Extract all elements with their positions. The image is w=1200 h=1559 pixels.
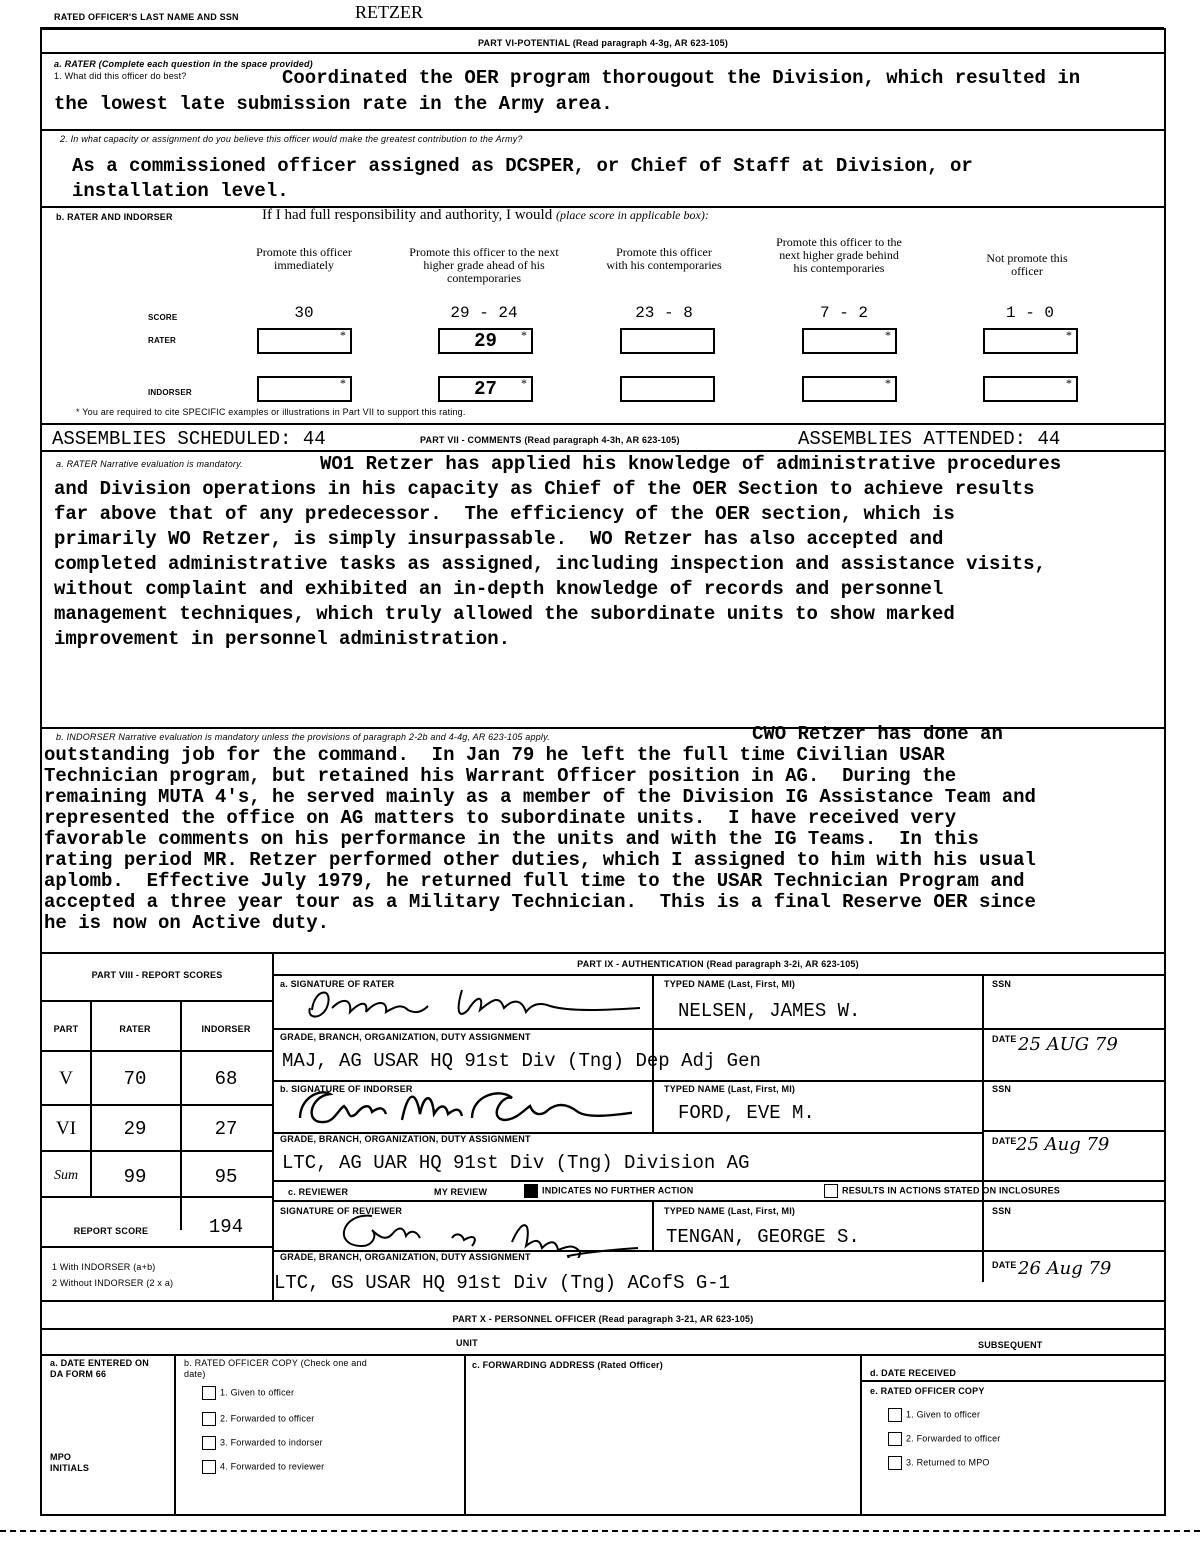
rater-box-5[interactable]: *	[983, 328, 1078, 354]
col-heading-4: Promote this officer to the next higher grade behind his contemporaries	[776, 235, 902, 275]
part6-footnote: * You are required to cite SPECIFIC examples or illustrations in Part VII to support this rating.	[76, 407, 466, 417]
e-option-label: 2. Forwarded to officer	[906, 1433, 1001, 1444]
reviewer-date-label: DATE	[992, 1260, 1017, 1270]
indorser-narrative-line: rating period MR. Retzer performed other duties, which I assigned to him with his usual	[44, 849, 1036, 871]
results-label: RESULTS IN ACTIONS STATED ON INCLOSURES	[842, 1185, 1060, 1196]
indorser-narrative-line: Technician program, but retained his Warrant Officer position in AG. During the	[44, 765, 957, 787]
indorser-narrative-line: CWO Retzer has done an	[752, 723, 1003, 745]
rater-narrative-line: far above that of any predecessor. The efficiency of the OER section, which is	[54, 503, 955, 525]
q2-label: 2. In what capacity or assignment do you believe this officer would make the greatest contribution to the Army?	[60, 134, 523, 144]
part6-b-label: b. RATER AND INDORSER	[56, 212, 173, 222]
report-score-value: 194	[208, 1216, 244, 1238]
indorser-signature-label: b. SIGNATURE OF INDORSER	[280, 1084, 413, 1094]
score-range-1: 30	[294, 304, 314, 322]
rater-narrative-line: management techniques, which truly allowed the subordinate units to show marked	[54, 603, 955, 625]
indorser-box-3[interactable]	[620, 376, 715, 402]
rater-box-3[interactable]	[620, 328, 715, 354]
indorser-date-value: 25 Aug 79	[1016, 1134, 1110, 1155]
b-option-label: 4. Forwarded to reviewer	[220, 1461, 325, 1472]
rater-narrative-line: completed administrative tasks as assigned, including inspection and assistance visits,	[54, 553, 1046, 575]
b-option-label: 2. Forwarded to officer	[220, 1413, 315, 1424]
part8-header-indorser: INDORSER	[201, 1024, 251, 1034]
score-range-4: 7 - 2	[819, 304, 868, 322]
e-option-label: 1. Given to officer	[906, 1409, 981, 1420]
e-option-2[interactable]	[888, 1432, 1000, 1446]
reviewer-signature-label: SIGNATURE OF REVIEWER	[280, 1206, 403, 1216]
score-row-rater: 29	[123, 1118, 147, 1140]
indorser-narrative-line: favorable comments on his performance in the units and with the IG Teams. In this	[44, 828, 979, 850]
part7-title: PART VII - COMMENTS (Read paragraph 4-3h, AR 623-105)	[420, 435, 680, 445]
reviewer-typed-name: TENGAN, GEORGE S.	[666, 1226, 860, 1248]
unit-label: UNIT	[456, 1338, 478, 1348]
part7-a-label: a. RATER Narrative evaluation is mandatory.	[56, 459, 243, 469]
part10-a-label: a. DATE ENTERED ON DA FORM 66	[50, 1358, 149, 1379]
indorser-ssn-label: SSN	[992, 1084, 1012, 1094]
col-heading-2: Promote this officer to the next higher grade ahead of his contemporaries	[409, 245, 559, 285]
no-further-action-check[interactable]	[524, 1184, 693, 1198]
e-option-1[interactable]	[888, 1408, 980, 1422]
indorser-box-2-value: 27	[474, 378, 497, 400]
subsequent-label: SUBSEQUENT	[978, 1340, 1043, 1350]
q1-answer-2: the lowest late submission rate in the Army area.	[54, 93, 613, 115]
report-note-1: 1 With INDORSER (a+b)	[52, 1262, 156, 1272]
col-heading-1: Promote this officer immediately	[256, 245, 352, 272]
part9-title: PART IX - AUTHENTICATION (Read paragraph 3-2i, AR 623-105)	[577, 959, 859, 969]
part6-a-label: a. RATER (Complete each question in the space provided)	[54, 59, 313, 69]
rater-grade-label: GRADE, BRANCH, ORGANIZATION, DUTY ASSIGNMENT	[280, 1032, 531, 1042]
score-row-indorser: 27	[214, 1118, 238, 1140]
checkbox-icon[interactable]	[888, 1456, 902, 1470]
score-range-2: 29 - 24	[450, 304, 518, 322]
part7-b-label: b. INDORSER Narrative evaluation is mandatory unless the provisions of paragraph 2-2b and 4-4g, AR 623-105 apply.	[56, 732, 550, 742]
score-row-part: VI	[55, 1118, 77, 1139]
indorser-date-label: DATE	[992, 1136, 1017, 1146]
rater-narrative-line: WO1 Retzer has applied his knowledge of administrative procedures	[320, 453, 1062, 475]
b-note: (place score in applicable box):	[555, 208, 709, 222]
report-score-label: REPORT SCORE	[73, 1226, 149, 1236]
my-review-label: MY REVIEW	[434, 1187, 488, 1197]
part8-header-rater: RATER	[119, 1024, 151, 1034]
checkbox-icon[interactable]	[824, 1184, 838, 1198]
part10-b-label: b. RATED OFFICER COPY (Check one and date)	[184, 1358, 367, 1379]
score-range-5: 1 - 0	[1005, 304, 1054, 322]
indorser-narrative-line: he is now on Active duty.	[44, 912, 330, 934]
score-row-rater: 99	[123, 1166, 147, 1188]
reviewer-label: c. REVIEWER	[288, 1187, 349, 1197]
no-further-action-label: INDICATES NO FURTHER ACTION	[542, 1185, 694, 1196]
indorser-box-1[interactable]: *	[257, 376, 352, 402]
results-check[interactable]	[824, 1184, 1060, 1198]
reviewer-typed-name-label: TYPED NAME (Last, First, MI)	[664, 1206, 796, 1216]
rater-date-value: 25 AUG 79	[1018, 1034, 1118, 1055]
score-row-rater: 70	[123, 1068, 147, 1090]
indorser-narrative-line: accepted a three year tour as a Military Technician. This is a final Reserve OER since	[44, 891, 1036, 913]
scan-edge-line	[0, 1530, 1200, 1532]
indorser-narrative-line: outstanding job for the command. In Jan 79 he left the full time Civilian USAR	[44, 744, 945, 766]
assemblies-scheduled: ASSEMBLIES SCHEDULED: 44	[52, 428, 326, 450]
score-row-part: V	[59, 1068, 73, 1089]
part6-b-text	[262, 207, 709, 224]
rater-box-1[interactable]: *	[257, 328, 352, 354]
b-text: If I had full responsibility and authority, I would	[262, 207, 553, 223]
rater-date-label: DATE	[992, 1034, 1017, 1044]
q1-answer-1: Coordinated the OER program thorougout the Division, which resulted in	[282, 67, 1081, 89]
rater-narrative	[54, 452, 1162, 652]
part10-e-label: e. RATED OFFICER COPY	[870, 1386, 985, 1396]
b-option-2[interactable]	[202, 1412, 314, 1426]
rater-typed-name: NELSEN, JAMES W.	[678, 1000, 861, 1022]
indorser-signature	[292, 1084, 632, 1132]
rater-signature	[292, 980, 652, 1026]
indorser-grade-value: LTC, AG UAR HQ 91st Div (Tng) Division AG	[282, 1152, 750, 1174]
b-option-1[interactable]	[202, 1386, 294, 1400]
part10-c-label: c. FORWARDING ADDRESS (Rated Officer)	[472, 1360, 663, 1370]
checkbox-icon[interactable]	[888, 1432, 902, 1446]
rater-box-2[interactable]: 29 *	[438, 328, 533, 354]
indorser-typed-name-label: TYPED NAME (Last, First, MI)	[664, 1084, 796, 1094]
checkbox-icon[interactable]	[202, 1460, 216, 1474]
rater-typed-name-label: TYPED NAME (Last, First, MI)	[664, 979, 796, 989]
rater-row-label: RATER	[148, 336, 176, 345]
b-option-3[interactable]	[202, 1436, 323, 1450]
reviewer-ssn-label: SSN	[992, 1206, 1012, 1216]
b-option-4[interactable]	[202, 1460, 324, 1474]
rater-ssn-label: SSN	[992, 979, 1012, 989]
checkbox-icon[interactable]	[202, 1436, 216, 1450]
oer-form	[40, 28, 1166, 1516]
indorser-narrative	[44, 724, 1162, 934]
indorser-box-5[interactable]: *	[983, 376, 1078, 402]
checkbox-icon[interactable]	[202, 1412, 216, 1426]
indorser-narrative-line: aplomb. Effective July 1979, he returned full time to the USAR Technician Program and	[44, 870, 1025, 892]
indorser-narrative-line: remaining MUTA 4's, he served mainly as a member of the Division IG Assistance Team and	[44, 786, 1036, 808]
rater-narrative-line: and Division operations in his capacity as Chief of the OER Section to achieve results	[54, 478, 1035, 500]
q2-answer-2: installation level.	[72, 180, 289, 202]
indorser-box-4[interactable]: *	[802, 376, 897, 402]
b-option-label: 3. Forwarded to indorser	[220, 1437, 323, 1448]
q1-label: 1. What did this officer do best?	[54, 71, 187, 81]
reviewer-grade-value: LTC, GS USAR HQ 91st Div (Tng) ACofS G-1	[274, 1272, 731, 1294]
b-option-label: 1. Given to officer	[220, 1387, 295, 1398]
indorser-typed-name: FORD, EVE M.	[678, 1102, 815, 1124]
rater-narrative-line: primarily WO Retzer, is simply insurpassable. WO Retzer has also accepted and	[54, 528, 944, 550]
score-range-3: 23 - 8	[635, 304, 693, 322]
part10-title: PART X - PERSONNEL OFFICER (Read paragraph 3-21, AR 623-105)	[452, 1314, 754, 1324]
indorser-box-2[interactable]: 27 *	[438, 376, 533, 402]
checkbox-icon[interactable]	[202, 1386, 216, 1400]
checkbox-icon[interactable]	[888, 1408, 902, 1422]
e-option-3[interactable]	[888, 1456, 990, 1470]
rated-officer-label: RATED OFFICER'S LAST NAME AND SSN	[54, 12, 239, 22]
rated-officer-name: RETZER	[355, 2, 423, 22]
rater-grade-value: MAJ, AG USAR HQ 91st Div (Tng) Dep Adj Gen	[282, 1050, 761, 1072]
score-row-part: Sum	[53, 1168, 79, 1183]
mpo-initials-label: MPO INITIALS	[50, 1452, 90, 1473]
part8-title: PART VIII - REPORT SCORES	[91, 970, 223, 980]
rater-box-4[interactable]: *	[802, 328, 897, 354]
col-heading-5: Not promote this officer	[986, 251, 1068, 278]
reviewer-grade-label: GRADE, BRANCH, ORGANIZATION, DUTY ASSIGNMENT	[280, 1252, 531, 1262]
col-heading-3: Promote this officer with his contemporaries	[606, 245, 722, 272]
report-note-2: 2 Without INDORSER (2 x a)	[52, 1278, 174, 1288]
score-row-indorser: 95	[214, 1166, 238, 1188]
indorser-grade-label: GRADE, BRANCH, ORGANIZATION, DUTY ASSIGNMENT	[280, 1134, 531, 1144]
rater-narrative-line: improvement in personnel administration.	[54, 628, 511, 650]
assemblies-attended: ASSEMBLIES ATTENDED: 44	[798, 428, 1061, 450]
checkbox-icon[interactable]	[524, 1184, 538, 1198]
score-row-indorser: 68	[214, 1068, 238, 1090]
indorser-narrative-line: represented the office on AG matters to subordinate units. I have received very	[44, 807, 957, 829]
part8-header-part: PART	[53, 1024, 79, 1034]
q2-answer-1: As a commissioned officer assigned as DCSPER, or Chief of Staff at Division, or	[72, 155, 973, 177]
rater-box-2-value: 29	[474, 330, 497, 352]
score-label: SCORE	[148, 313, 178, 322]
rater-narrative-line: without complaint and exhibited an in-depth knowledge of records and personnel	[54, 578, 944, 600]
part6-title: PART VI-POTENTIAL (Read paragraph 4-3g, AR 623-105)	[477, 38, 729, 48]
reviewer-date-value: 26 Aug 79	[1018, 1258, 1112, 1279]
part10-d-label: d. DATE RECEIVED	[870, 1368, 957, 1378]
rater-signature-label: a. SIGNATURE OF RATER	[280, 979, 395, 989]
e-option-label: 3. Returned to MPO	[906, 1457, 990, 1468]
indorser-row-label: INDORSER	[148, 388, 192, 397]
